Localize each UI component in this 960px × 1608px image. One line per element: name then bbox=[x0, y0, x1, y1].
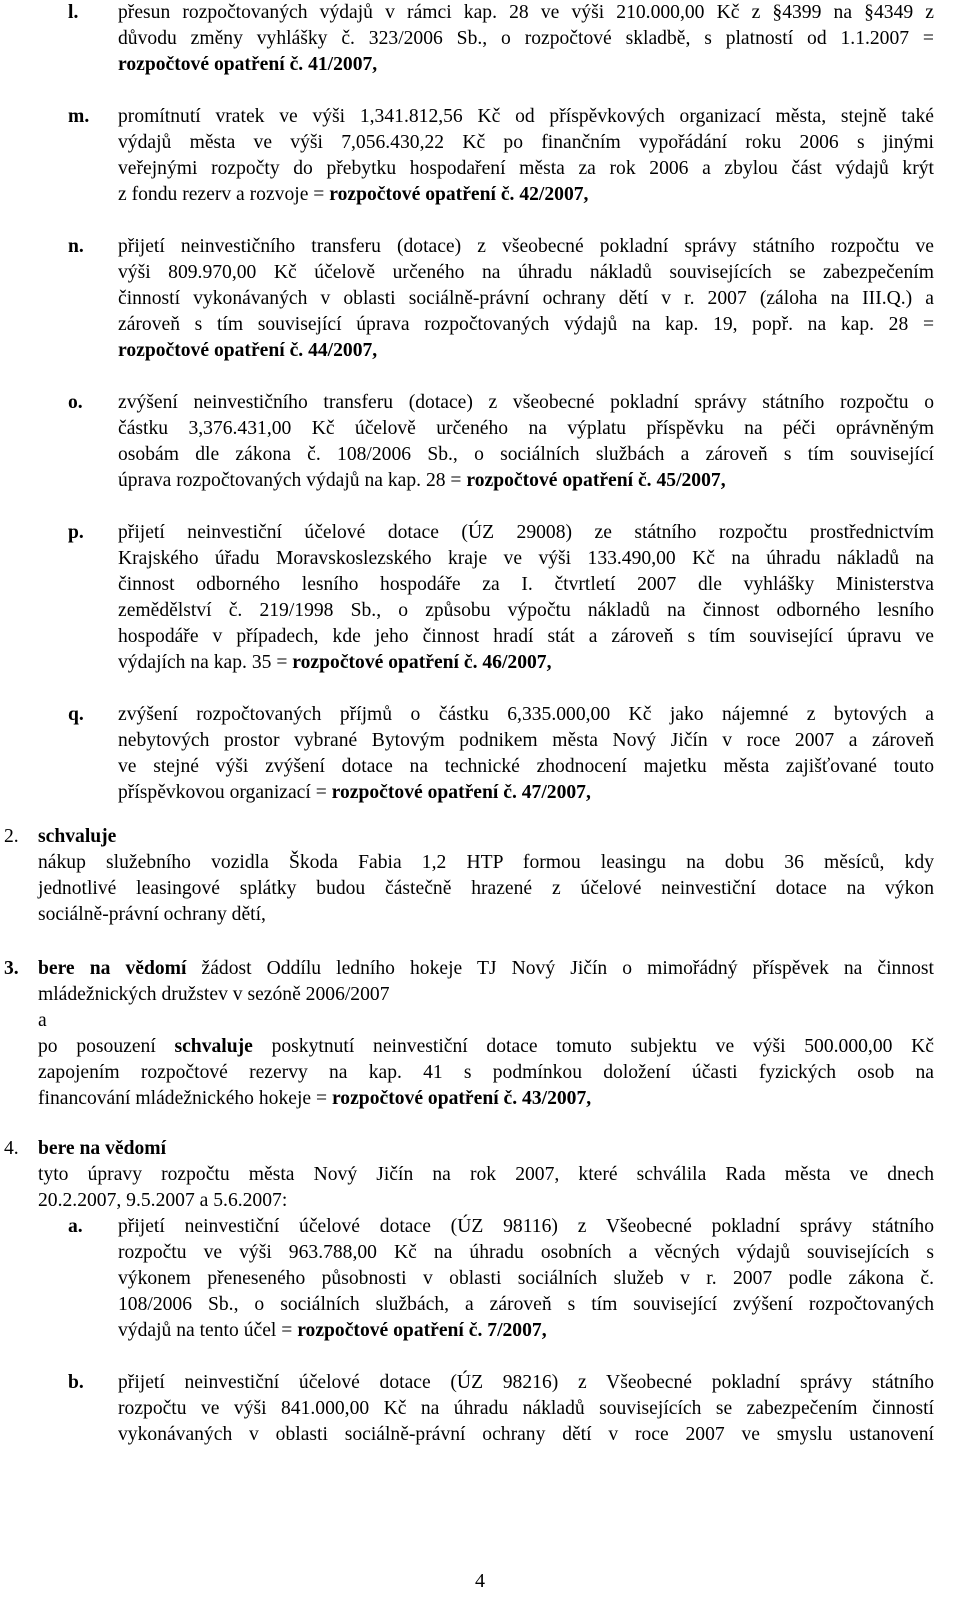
section-3-measure: rozpočtové opatření č. 43/2007, bbox=[331, 1088, 592, 1109]
section-2-number: 2. bbox=[4, 826, 19, 847]
item-4a-tail: výdajů na tento účel = rozpočtové opatření č. 7/2007, bbox=[118, 1320, 547, 1341]
item-m-tail: z fondu rezerv a rozvoje = rozpočtové opatření č. 42/2007, bbox=[118, 184, 589, 205]
section-4-line: tyto úpravy rozpočtu města Nový Jičín na rok 2007, které schválila Rada města ve dnech bbox=[38, 1164, 934, 1185]
item-o-line: osobám dle zákona č. 108/2006 Sb., o sociálních službách a zároveň s tím související bbox=[118, 444, 934, 465]
item-q-measure: rozpočtové opatření č. 47/2007, bbox=[331, 782, 591, 803]
item-m-line: veřejnými rozpočty do přebytku hospodaření města za rok 2006 a zbylou část výdajů krýt bbox=[118, 158, 934, 179]
section-2-line: sociálně-právní ochrany dětí, bbox=[38, 904, 266, 925]
item-o-measure: rozpočtové opatření č. 45/2007, bbox=[466, 470, 726, 491]
item-4a-line: 108/2006 Sb., o sociálních službách, a zároveň s tím související zvýšení rozpočtovaných bbox=[118, 1294, 934, 1315]
item-4a-line: přijetí neinvestiční účelové dotace (ÚZ 98116) z Všeobecné pokladní správy státního bbox=[118, 1216, 934, 1237]
item-p-line: zemědělství č. 219/1998 Sb., o způsobu výpočtu nákladů na činnost odborného lesního bbox=[118, 600, 934, 621]
item-q-line: zvýšení rozpočtovaných příjmů o částku 6,335.000,00 Kč jako nájemné z bytových a bbox=[118, 704, 934, 725]
item-4b-line: přijetí neinvestiční účelové dotace (ÚZ 98216) z Všeobecné pokladní správy státního bbox=[118, 1372, 934, 1393]
section-2-line: nákup služebního vozidla Škoda Fabia 1,2 HTP formou leasingu na dobu 36 měsíců, kdy bbox=[38, 852, 934, 873]
item-l-measure: rozpočtové opatření č. 41/2007, bbox=[118, 54, 378, 75]
section-2-line: jednotlivé leasingové splátky budou částečně hrazené z účelové neinvestiční dotace na výkon bbox=[38, 878, 934, 899]
section-3-approves: schvaluje bbox=[174, 1036, 253, 1057]
item-p-line: přijetí neinvestiční účelové dotace (ÚZ 29008) ze státního rozpočtu prostřednictvím bbox=[118, 522, 934, 543]
section-3-and: a bbox=[38, 1010, 47, 1031]
item-p-line: Krajského úřadu Moravskoslezského kraje ve výši 133.490,00 Kč na úhradu nákladů na bbox=[118, 548, 934, 569]
item-l-line: přesun rozpočtovaných výdajů v rámci kap. 28 ve výši 210.000,00 Kč z §4399 na §4349 z bbox=[118, 2, 934, 23]
section-3-line: zapojením rozpočtové rezervy na kap. 41 s podmínkou doložení účasti fyzických osob na bbox=[38, 1062, 934, 1083]
item-4b-line: vykonávaných v oblasti sociálně-právní ochrany dětí v roce 2007 ve smyslu ustanovení bbox=[118, 1424, 934, 1445]
section-4-heading: bere na vědomí bbox=[38, 1138, 167, 1159]
item-q-line: ve stejné výši zvýšení dotace na technické zhodnocení majetku města zajišťované touto bbox=[118, 756, 934, 777]
page-number: 4 bbox=[475, 1570, 485, 1592]
item-l-line: důvodu změny vyhlášky č. 323/2006 Sb., o rozpočtové skladbě, s platností od 1.1.2007 = bbox=[118, 28, 934, 49]
item-m-line: výdajů města ve výši 7,056.430,22 Kč po finančním vypořádání roku 2006 s jinými bbox=[118, 132, 934, 153]
item-4a-line: rozpočtu ve výši 963.788,00 Kč na úhradu osobních a věcných výdajů souvisejících s bbox=[118, 1242, 934, 1263]
item-q-tail: příspěvkovou organizací = rozpočtové opatření č. 47/2007, bbox=[118, 782, 591, 803]
item-m-measure: rozpočtové opatření č. 42/2007, bbox=[329, 184, 589, 205]
section-2-heading: schvaluje bbox=[38, 826, 117, 847]
item-p-tail: výdajích na kap. 35 = rozpočtové opatření č. 46/2007, bbox=[118, 652, 552, 673]
item-4b-line: rozpočtu ve výši 841.000,00 Kč na úhradu nákladů souvisejících se zabezpečením činností bbox=[118, 1398, 934, 1419]
item-n-line: výši 809.970,00 Kč účelově určeného na úhradu nákladů souvisejících se zabezpečením bbox=[118, 262, 934, 283]
item-n-line: přijetí neinvestičního transferu (dotace) z všeobecné pokladní správy státního rozpočtu ve bbox=[118, 236, 934, 257]
item-o-line: částku 3,376.431,00 Kč účelově určeného na výplatu příspěvku na péči oprávněným bbox=[118, 418, 934, 439]
section-3-heading: bere na vědomí bbox=[38, 958, 187, 979]
section-3-line: mládežnických družstev v sezóně 2006/2007 bbox=[38, 984, 390, 1005]
item-n-line: činností vykonávaných v oblasti sociálně-právní ochrany dětí v r. 2007 (záloha na III.Q.) a bbox=[118, 288, 934, 309]
item-n-line: zároveň s tím související úprava rozpočtovaných výdajů na kap. 19, popř. na kap. 28 = bbox=[118, 314, 934, 335]
item-4a-measure: rozpočtové opatření č. 7/2007, bbox=[297, 1320, 547, 1341]
section-3-line: po posouzení schvaluje poskytnutí neinvestiční dotace tomuto subjektu ve výši 500.000,00 Kč bbox=[38, 1036, 934, 1057]
item-o-tail: úprava rozpočtovaných výdajů na kap. 28 = rozpočtové opatření č. 45/2007, bbox=[118, 470, 726, 491]
section-4-number: 4. bbox=[4, 1138, 19, 1159]
item-q-line: nebytových prostor vybrané Bytovým podnikem města Nový Jičín v roce 2007 a zároveň bbox=[118, 730, 934, 751]
item-label-o: o. bbox=[68, 392, 83, 413]
item-label-p: p. bbox=[68, 522, 84, 543]
item-p-line: hospodáře v případech, kde jeho činnost hradí stát a zároveň s tím související úpravu ve bbox=[118, 626, 934, 647]
item-label-4b: b. bbox=[68, 1372, 84, 1393]
item-label-4a: a. bbox=[68, 1216, 83, 1237]
section-3-line: bere na vědomí žádost Oddílu ledního hokeje TJ Nový Jičín o mimořádný příspěvek na činnost bbox=[38, 958, 935, 979]
section-3-number: 3. bbox=[4, 958, 19, 979]
item-p-measure: rozpočtové opatření č. 46/2007, bbox=[292, 652, 552, 673]
item-n-measure: rozpočtové opatření č. 44/2007, bbox=[118, 340, 378, 361]
item-o-line: zvýšení neinvestičního transferu (dotace) z všeobecné pokladní správy státního rozpočtu o bbox=[118, 392, 934, 413]
item-4a-line: výkonem přeneseného působnosti v oblasti sociálních služeb v r. 2007 podle zákona č. bbox=[118, 1268, 934, 1289]
item-p-line: činnost odborného lesního hospodáře za I. čtvrtletí 2007 dle vyhlášky Ministerstva bbox=[118, 574, 934, 595]
section-4-line: 20.2.2007, 9.5.2007 a 5.6.2007: bbox=[38, 1190, 288, 1211]
item-label-q: q. bbox=[68, 704, 84, 725]
section-3-tail: financování mládežnického hokeje = rozpočtové opatření č. 43/2007, bbox=[38, 1088, 592, 1109]
item-label-m: m. bbox=[68, 106, 90, 127]
item-label-l: l. bbox=[68, 2, 79, 23]
item-m-line: promítnutí vratek ve výši 1,341.812,56 Kč od příspěvkových organizací města, stejně také bbox=[118, 106, 934, 127]
item-label-n: n. bbox=[68, 236, 84, 257]
